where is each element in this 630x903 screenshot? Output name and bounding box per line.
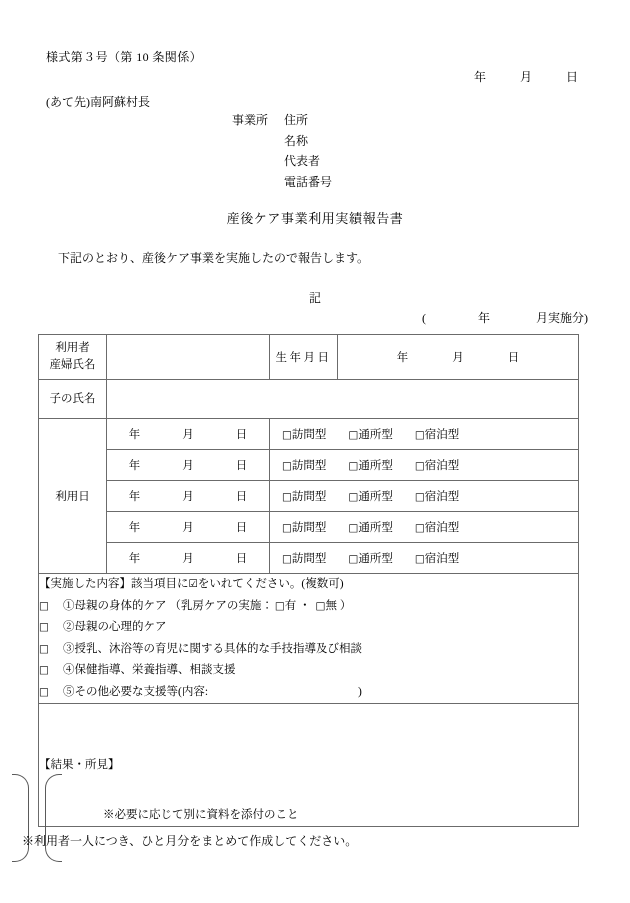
implemented-item-1-close: ） bbox=[339, 599, 352, 612]
table-row-usage-2 bbox=[39, 450, 579, 481]
child-name-label-cell bbox=[39, 380, 107, 419]
usage-type-option-visit[interactable] bbox=[282, 519, 326, 535]
usage-date-cell[interactable] bbox=[107, 481, 270, 512]
usage-type-option-daycare[interactable] bbox=[348, 550, 392, 566]
business-name-row bbox=[232, 131, 332, 152]
usage-type-label: 宿泊型 bbox=[424, 522, 460, 534]
checkbox-icon: □ bbox=[282, 460, 292, 472]
report-table bbox=[38, 334, 579, 827]
implemented-instruction-after: をいれてください。(複数可) bbox=[197, 578, 344, 590]
usage-type-option-daycare[interactable] bbox=[348, 426, 392, 442]
usage-month: 月 bbox=[182, 429, 194, 441]
checkbox-icon: □ bbox=[274, 599, 285, 612]
usage-type-label: 訪問型 bbox=[291, 491, 327, 503]
dob-year: 年 bbox=[396, 352, 409, 364]
child-name-value-cell[interactable] bbox=[107, 380, 579, 419]
usage-type-label: 訪問型 bbox=[291, 429, 327, 441]
checkbox-icon: □ bbox=[414, 429, 425, 441]
business-office-label: 事業所 bbox=[232, 113, 269, 127]
usage-type-label: 通所型 bbox=[358, 553, 393, 565]
period-open-paren: ( bbox=[421, 311, 426, 325]
usage-type-option-visit[interactable] bbox=[282, 488, 326, 504]
submission-date-year: 年 bbox=[473, 70, 486, 84]
usage-date-label: 利用日 bbox=[55, 491, 90, 503]
result-note: ※必要に応じて別に資料を添付のこと bbox=[103, 809, 299, 821]
submission-date-day: 日 bbox=[565, 70, 578, 84]
implemented-item-1[interactable] bbox=[39, 596, 578, 618]
implemented-item-5[interactable] bbox=[39, 682, 578, 704]
table-row-result bbox=[39, 704, 579, 827]
usage-day: 日 bbox=[235, 522, 248, 534]
business-representative-label: 代表者 bbox=[284, 154, 321, 168]
usage-type-label: 通所型 bbox=[358, 429, 393, 441]
usage-date-cell[interactable] bbox=[107, 419, 270, 450]
usage-year: 年 bbox=[128, 429, 141, 441]
checkbox-icon: □ bbox=[39, 621, 49, 633]
usage-type-cell bbox=[270, 481, 579, 512]
usage-month: 月 bbox=[182, 460, 194, 472]
implemented-instruction-before: 該当項目に bbox=[131, 578, 189, 590]
checkbox-icon: □ bbox=[282, 553, 292, 565]
usage-type-option-daycare[interactable] bbox=[348, 457, 392, 473]
result-cell bbox=[39, 704, 579, 827]
usage-month: 月 bbox=[182, 522, 194, 534]
implemented-content-cell bbox=[39, 574, 579, 704]
usage-type-label: 宿泊型 bbox=[424, 553, 460, 565]
usage-type-label: 通所型 bbox=[358, 460, 393, 472]
usage-type-label: 宿泊型 bbox=[424, 460, 460, 472]
table-row-usage-3 bbox=[39, 481, 579, 512]
usage-type-cell bbox=[270, 543, 579, 574]
usage-year: 年 bbox=[128, 522, 141, 534]
usage-type-label: 宿泊型 bbox=[424, 429, 460, 441]
usage-day: 日 bbox=[235, 491, 248, 503]
table-row-usage-1 bbox=[39, 419, 579, 450]
usage-year: 年 bbox=[128, 553, 141, 565]
business-info-block bbox=[232, 110, 332, 192]
usage-type-label: 訪問型 bbox=[291, 553, 327, 565]
usage-month: 月 bbox=[182, 491, 194, 503]
usage-type-option-stay[interactable] bbox=[415, 519, 459, 535]
checked-box-icon: ☑ bbox=[188, 578, 198, 590]
business-address-label: 住所 bbox=[284, 113, 309, 127]
dob-month: 月 bbox=[452, 352, 464, 364]
table-row-implemented-content bbox=[39, 574, 579, 704]
page-title: 産後ケア事業利用実績報告書 bbox=[226, 211, 404, 226]
checkbox-icon: □ bbox=[348, 491, 359, 503]
checkbox-icon: □ bbox=[282, 491, 292, 503]
checkbox-icon: □ bbox=[39, 642, 49, 655]
usage-type-label: 訪問型 bbox=[291, 460, 327, 472]
lead-sentence: 下記のとおり、産後ケア事業を実施したので報告します。 bbox=[58, 251, 370, 265]
usage-type-option-stay[interactable] bbox=[415, 457, 459, 473]
form-number: 様式第３号（第 10 条関係） bbox=[46, 50, 203, 64]
checkbox-icon: □ bbox=[39, 685, 49, 698]
usage-type-cell bbox=[270, 450, 579, 481]
usage-year: 年 bbox=[128, 491, 141, 503]
usage-day: 日 bbox=[235, 553, 248, 565]
user-name-label-cell bbox=[39, 335, 107, 380]
footer-note: ※利用者一人につき、ひと月分をまとめて作成してください。 bbox=[22, 834, 358, 848]
user-name-label-line1: 利用者 bbox=[55, 342, 90, 354]
implemented-item-2-text: ②母親の心理的ケア bbox=[63, 621, 167, 633]
implemented-item-2[interactable] bbox=[39, 617, 578, 639]
breast-care-option-no[interactable] bbox=[316, 600, 337, 612]
business-phone-row bbox=[232, 172, 332, 193]
business-phone-label: 電話番号 bbox=[284, 174, 333, 189]
usage-type-option-daycare[interactable] bbox=[348, 488, 392, 504]
user-name-value-cell[interactable] bbox=[107, 335, 270, 380]
checkbox-icon: □ bbox=[414, 553, 425, 565]
checkbox-icon: □ bbox=[348, 553, 359, 565]
table-row-user-name bbox=[39, 335, 579, 380]
checkbox-icon: □ bbox=[414, 491, 425, 503]
table-row-usage-4 bbox=[39, 512, 579, 543]
dob-value-cell[interactable] bbox=[338, 335, 579, 380]
usage-type-option-visit[interactable] bbox=[282, 550, 326, 566]
implemented-item-3[interactable] bbox=[39, 639, 578, 661]
table-row-usage-5 bbox=[39, 543, 579, 574]
user-name-label-line2: 産婦氏名 bbox=[49, 359, 96, 371]
usage-type-label: 通所型 bbox=[358, 491, 393, 503]
usage-type-option-visit[interactable] bbox=[282, 426, 326, 442]
checkbox-icon: □ bbox=[282, 429, 292, 441]
business-name-label: 名称 bbox=[284, 133, 309, 148]
table-row-child-name bbox=[39, 380, 579, 419]
dob-label: 生年月日 bbox=[275, 352, 332, 364]
checkbox-icon: □ bbox=[39, 599, 49, 612]
breast-care-separator: ・ bbox=[299, 599, 311, 612]
usage-type-option-visit[interactable] bbox=[282, 457, 326, 473]
checkbox-icon: □ bbox=[39, 664, 49, 676]
submission-date-line bbox=[0, 68, 578, 85]
usage-type-label: 通所型 bbox=[358, 522, 393, 534]
usage-type-label: 宿泊型 bbox=[424, 491, 460, 503]
dob-day: 日 bbox=[507, 352, 520, 364]
breast-care-no-label: 無 bbox=[325, 599, 337, 612]
submission-date-month: 月 bbox=[519, 70, 532, 84]
checkbox-icon: □ bbox=[414, 522, 425, 534]
checkbox-icon: □ bbox=[348, 429, 359, 441]
usage-date-cell[interactable] bbox=[107, 450, 270, 481]
checkbox-icon: □ bbox=[315, 599, 326, 612]
usage-date-cell[interactable] bbox=[107, 543, 270, 574]
implemented-item-4[interactable] bbox=[39, 660, 578, 682]
usage-type-option-daycare[interactable] bbox=[348, 519, 392, 535]
usage-type-option-stay[interactable] bbox=[415, 550, 459, 566]
implemented-item-1-text: ①母親の身体的ケア （乳房ケアの実施： bbox=[63, 599, 273, 612]
usage-type-label: 訪問型 bbox=[291, 522, 327, 534]
report-period-line bbox=[0, 309, 588, 326]
usage-type-option-stay[interactable] bbox=[415, 488, 459, 504]
usage-type-cell bbox=[270, 512, 579, 543]
business-address-row bbox=[232, 110, 332, 131]
checkbox-icon: □ bbox=[282, 522, 292, 534]
implemented-item-4-text: ④保健指導、栄養指導、相談支援 bbox=[63, 664, 236, 676]
checkbox-icon: □ bbox=[348, 460, 359, 472]
breast-care-option-yes[interactable] bbox=[275, 600, 296, 612]
implemented-heading: 【実施した内容】 bbox=[39, 578, 131, 590]
usage-month: 月 bbox=[182, 553, 194, 565]
usage-date-cell[interactable] bbox=[107, 512, 270, 543]
implemented-item-5-close-paren: ) bbox=[358, 685, 362, 698]
business-representative-row bbox=[232, 151, 332, 172]
implemented-item-5-text: ⑤その他必要な支援等(内容: bbox=[63, 685, 209, 698]
usage-type-option-stay[interactable] bbox=[415, 426, 459, 442]
result-heading: 【結果・所見】 bbox=[39, 759, 120, 771]
period-year: 年 bbox=[477, 311, 490, 325]
usage-type-cell bbox=[270, 419, 579, 450]
checkbox-icon: □ bbox=[414, 460, 425, 472]
dob-label-cell bbox=[270, 335, 338, 380]
child-name-label: 子の氏名 bbox=[49, 392, 96, 405]
breast-care-yes-label: 有 bbox=[284, 599, 297, 612]
usage-day: 日 bbox=[235, 460, 248, 472]
implemented-item-3-text: ③授乳、沐浴等の育児に関する具体的な手技指導及び相談 bbox=[63, 642, 362, 655]
usage-year: 年 bbox=[128, 460, 141, 472]
usage-day: 日 bbox=[235, 429, 248, 441]
addressee: (あて先)南阿蘇村長 bbox=[46, 95, 150, 109]
period-month-suffix: 月実施分) bbox=[536, 311, 588, 325]
implemented-heading-line bbox=[39, 574, 578, 596]
usage-date-label-cell bbox=[39, 419, 107, 574]
ki-mark: 記 bbox=[308, 291, 321, 305]
checkbox-icon: □ bbox=[348, 522, 359, 534]
